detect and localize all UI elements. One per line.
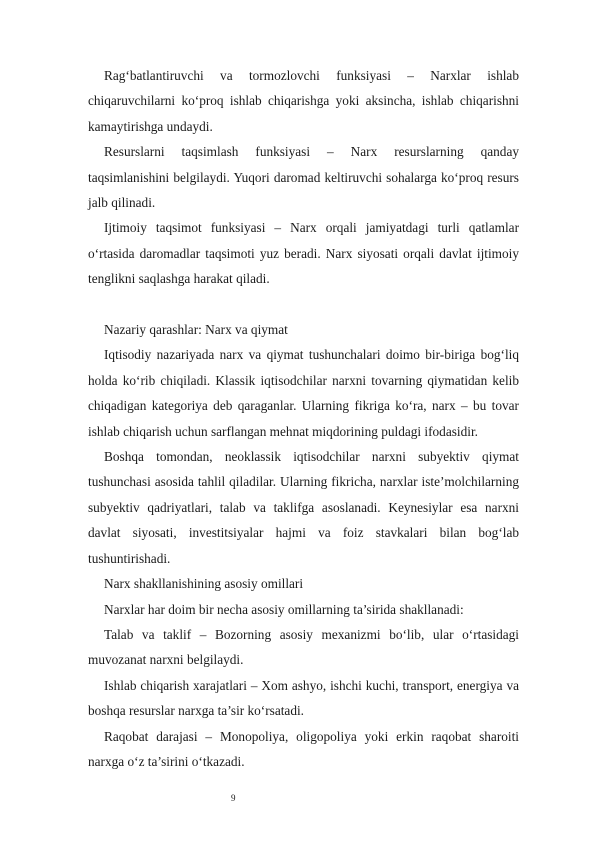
paragraph-classical-theory: Iqtisodiy nazariyada narx va qiymat tushunchalari doimo bir-biriga bog‘liq holda ko‘rib chiqiladi. Klassik iqtisodchilar narxni tovarning qiymatidan kelib chiqadigan kategoriya deb qaraganlar. Ularning fikriga ko‘ra, narx – bu tovar ishlab chiqarish uchun sarflangan mehnat miqdorining puldagi ifodasidir. — [88, 347, 519, 439]
paragraph-production-costs: Ishlab chiqarish xarajatlari – Xom ashyo, ishchi kuchi, transport, energiya va boshqa resurslar narxga ta’sir ko‘rsatadi. — [88, 677, 519, 719]
paragraph-social-distribution-function: Ijtimoiy taqsimot funksiyasi – Narx orqali jamiyatdagi turli qatlamlar o‘rtasida daromadlar taqsimoti yuz beradi. Narx siyosati orqali davlat ijtimoiy tenglikni saqlashga harakat qiladi. — [88, 220, 519, 287]
paragraph-supply-demand: Talab va taklif – Bozorning asosiy mexanizmi bo‘lib, ular o‘rtasidagi muvozanat narxni belgilaydi. — [88, 626, 519, 668]
paragraph-stimulating-function: Rag‘batlantiruvchi va tormozlovchi funksiyasi – Narxlar ishlab chiqaruvchilarni ko‘proq ishlab chiqarishga yoki aksincha, ishlab chiqarishni kamaytirishga undaydi. — [88, 68, 519, 134]
paragraph-factors-intro: Narxlar har doim bir necha asosiy omillarning ta’sirida shakllanadi: — [104, 601, 464, 617]
section-heading-factors: Narx shakllanishining asosiy omillari — [104, 576, 304, 592]
paragraph-competition-level: Raqobat darajasi – Monopoliya, oligopoliya yoki erkin raqobat sharoiti narxga o‘z ta’sirini o‘tkazadi. — [88, 728, 519, 769]
blank-line — [88, 292, 519, 317]
page-number: 9 — [231, 793, 236, 803]
paragraph-neoclassical-theory: Boshqa tomondan, neoklassik iqtisodchilar narxni subyektiv qiymat tushunchasi asosida tahlil qiladilar. Ularning fikricha, narxlar iste’molchilarning subyektiv qadriyatlari, talab va taklifga asoslanadi. Keynesiylar esa narxni davlat siyosati, investitsiyalar hajmi va foiz stavkalari bilan bog‘lab tushuntirishadi. — [88, 449, 519, 566]
document-page — [88, 63, 519, 774]
paragraph-resource-allocation-function: Resurslarni taqsimlash funksiyasi – Narx resurslarning qanday taqsimlanishini belgilaydi. Yuqori daromad keltiruvchi sohalarga ko‘proq resurs jalb qilinadi. — [88, 144, 519, 211]
section-heading-theory: Nazariy qarashlar: Narx va qiymat — [104, 322, 288, 338]
